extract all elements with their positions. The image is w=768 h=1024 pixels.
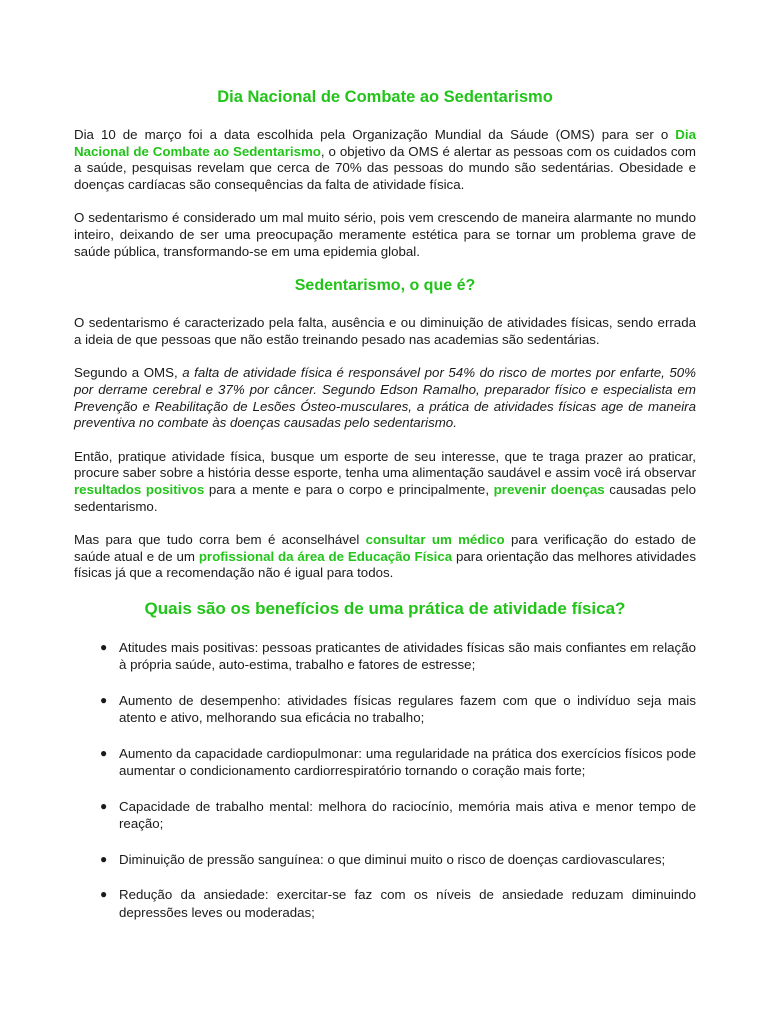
practice-paragraph: Então, pratique atividade física, busque um esporte de seu interesse, que te traga prazer ao praticar, procure saber sobre a história desse esporte, tenha uma alimentação saudável e assim você irá observar resultados positivos para a mente e para o corpo e principalmente, prevenir doenças causadas pelo sedentarismo.	[74, 448, 696, 514]
highlight-prevent-diseases: prevenir doenças	[493, 481, 605, 497]
oms-quote-italic: a falta de atividade física é responsável por 54% do risco de mortes por enfarte, 50% por derrame cerebral e 37% por câncer. Segundo Edson Ramalho, preparador físico e especialista em Prevenção e Reabilitação de Lesões Ósteo-musculares, a prática de atividades físicas age de maneira preventiva no combate às doenças causadas pelo sedentarismo.	[74, 365, 696, 431]
bullet-icon: ●	[100, 692, 108, 707]
list-item: ● Aumento da capacidade cardiopulmonar: uma regularidade na prática dos exercícios físicos pode aumentar o condicionamento cardiorrespiratório tornando o coração mais forte;	[100, 745, 696, 779]
oms-quote-paragraph: Segundo a OMS, a falta de atividade física é responsável por 54% do risco de mortes por enfarte, 50% por derrame cerebral e 37% por câncer. Segundo Edson Ramalho, preparador físico e especialista em Prevenção e Reabilitação de Lesões Ósteo-musculares, a prática de atividades físicas age de maneira preventiva no combate às doenças causadas pelo sedentarismo.	[74, 365, 696, 431]
benefits-list	[74, 639, 696, 922]
intro-paragraph-2: O sedentarismo é considerado um mal muito sério, pois vem crescendo de maneira alarmante no mundo inteiro, deixando de ser uma preocupação meramente estética para se tornar um problema grave de saúde pública, transformando-se em uma epidemia global.	[74, 210, 696, 259]
bullet-icon: ●	[100, 887, 108, 902]
highlight-consult-doctor: consultar um médico	[365, 532, 505, 548]
page-title: Dia Nacional de Combate ao Sedentarismo	[217, 88, 553, 106]
bullet-icon: ●	[100, 851, 108, 866]
intro-paragraph-1: Dia 10 de março foi a data escolhida pela Organização Mundial da Sáude (OMS) para ser o Dia Nacional de Combate ao Sedentarismo, o objetivo da OMS é alertar as pessoas com os cuidados com a saúde, pesquisas revelam que cerca de 70% das pessoas do mundo são sedentárias. Obesidade e doenças cardíacas são consequências da falta de atividade física.	[74, 127, 696, 192]
list-item: ● Capacidade de trabalho mental: melhora do raciocínio, memória mais ativa e menor tempo de reação;	[100, 798, 696, 832]
list-item: ● Diminuição de pressão sanguínea: o que diminui muito o risco de doenças cardiovasculares;	[100, 851, 666, 867]
bullet-icon: ●	[100, 639, 108, 654]
section-heading-benefits: Quais são os benefícios de uma prática de atividade física?	[144, 598, 626, 618]
section-heading-what-is: Sedentarismo, o que é?	[294, 277, 476, 295]
list-item: ● Atitudes mais positivas: pessoas praticantes de atividades físicas são mais confiantes em relação à própria saúde, auto-estima, trabalho e fatores de estresse;	[100, 639, 696, 673]
bullet-icon: ●	[100, 798, 108, 813]
bullet-icon: ●	[100, 745, 108, 760]
list-item: ● Aumento de desempenho: atividades físicas regulares fazem com que o indivíduo seja mais atento e ativo, melhorando sua eficácia no trabalho;	[100, 692, 696, 726]
highlight-national-day: Dia Nacional de Combate ao Sedentarismo	[74, 127, 696, 159]
consult-paragraph: Mas para que tudo corra bem é aconselhável consultar um médico para verificação do estado de saúde atual e de um profissional da área de Educação Física para orientação das melhores atividades físicas já que a recomendação não é igual para todos.	[74, 532, 696, 581]
highlight-pe-professional: profissional da área de Educação Física	[198, 548, 453, 564]
highlight-positive-results: resultados positivos	[74, 481, 205, 497]
list-item: ● Redução da ansiedade: exercitar-se faz com os níveis de ansiedade reduzam diminuindo depressões leves ou moderadas;	[100, 887, 696, 920]
definition-paragraph: O sedentarismo é caracterizado pela falta, ausência e ou diminuição de atividades físicas, sendo errada a ideia de que pessoas que não estão treinando pesado nas academias são sedentárias.	[74, 315, 696, 347]
